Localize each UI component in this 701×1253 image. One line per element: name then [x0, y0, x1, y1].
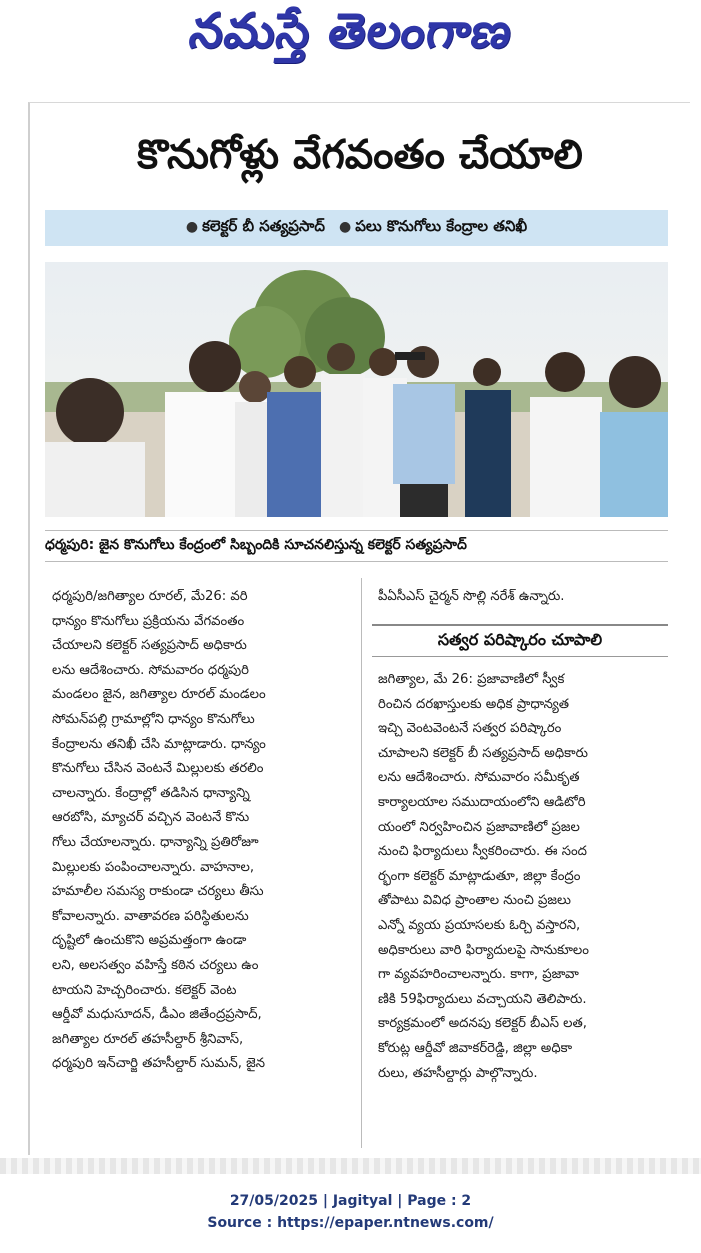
article-1-line: ఆర్డీవో మధుసూదన్, డీఎం జితేంద్రప్రసాద్,	[52, 1007, 262, 1023]
article-2-line: ఇచ్చి వెంటవెంటనే సత్వర పరిష్కారం	[378, 721, 562, 737]
article-1-line: లను ఆదేశించారు. సోమవారం ధర్మపురి	[52, 662, 249, 678]
article-1-line: ధర్మపురి ఇన్‌చార్జి తహసీల్దార్ సుమన్, జైన	[52, 1056, 265, 1072]
article-1-cont-line: పీఏసీఎస్ చైర్మన్ సొల్లి నరేశ్ ఉన్నారు.	[378, 589, 565, 604]
headline: కొనుగోళ్లు వేగవంతం చేయాలి	[137, 132, 583, 178]
article-1-line: ధర్మపురి/జగిత్యాల రూరల్, మే26: వరి	[52, 589, 248, 604]
article-2-line: ఎన్నో వ్యయ ప్రయాసలకు ఓర్చి వస్తారని,	[378, 917, 581, 933]
article-2-title: సత్వర పరిష్కారం చూపాలి	[372, 624, 668, 657]
article-2-line: అధికారులు వారి ఫిర్యాదులపై సానుకూలం	[378, 942, 589, 958]
article-2-body	[378, 668, 674, 1086]
article-1-line: కోవాలన్నారు. వాతావరణ పరిస్థితులను	[52, 908, 249, 924]
footer-date-line: 27/05/2025 | Jagityal | Page : 2	[229, 1193, 472, 1209]
scan-edge-strip	[0, 1158, 701, 1174]
photo-caption: ధర్మపురి: జైన కొనుగోలు కేంద్రంలో సిబ్బందికి సూచనలిస్తున్న కలెక్టర్ సత్యప్రసాద్	[45, 530, 668, 562]
article-2-line: గా వ్యవహరించాలన్నారు. కాగా, ప్రజావా	[378, 967, 579, 983]
subhead-2-text: పలు కొనుగోలు కేంద్రాల తనిఖీ	[355, 217, 528, 235]
footer-source-link[interactable]: Source : https://epaper.ntnews.com/	[207, 1215, 494, 1231]
article-1-line: సోమన్‌పల్లి గ్రామాల్లోని ధాన్యం కొనుగోలు	[52, 711, 255, 727]
article-2-line: తోపాటు వివిధ ప్రాంతాల నుంచి ప్రజలు	[378, 893, 571, 909]
article-1-line: గోలు చేయాలన్నారు. ధాన్యాన్ని ప్రతిరోజూ	[52, 834, 259, 850]
article-2-line: నుంచి ఫిర్యాదులు స్వీకరించారు. ఈ సంద	[378, 844, 587, 860]
photo-illustration	[45, 262, 668, 517]
article-2-line: కార్యక్రమంలో అదనపు కలెక్టర్ బీఎస్ లత,	[378, 1016, 587, 1032]
article-2-line: ణికి 59ఫిర్యాదులు వచ్చాయని తెలిపారు.	[378, 991, 587, 1007]
article-2-line: రించిన దరఖాస్తులకు అధిక ప్రాధాన్యత	[378, 696, 570, 712]
bullet-icon: ●	[338, 219, 352, 235]
article-2-line: యంలో నిర్వహించిన ప్రజావాణిలో ప్రజల	[378, 819, 580, 835]
article-1-line: టాయని హెచ్చరించారు. కలెక్టర్ వెంట	[52, 982, 237, 998]
article-2-line: కోరుట్ల ఆర్డీవో జివాకర్‌రెడ్డి, జిల్లా అధికా	[378, 1040, 573, 1056]
bullet-icon: ●	[185, 219, 199, 235]
article-1-line: దృష్టిలో ఉంచుకొని అప్రమత్తంగా ఉండా	[52, 933, 247, 949]
article-2-line: లను ఆదేశించారు. సోమవారం సమీకృత	[378, 770, 580, 786]
article-1-line: ఆరబోసి, మ్యాచర్ వచ్చిన వెంటనే కొను	[52, 810, 250, 826]
article-2-line: కార్యాలయాల సముదాయంలోని ఆడిటోరి	[378, 794, 586, 810]
news-photo	[45, 262, 668, 517]
subhead-1	[186, 217, 325, 239]
page-footer	[0, 1190, 701, 1234]
article-1-line: ధాన్యం కొనుగోలు ప్రక్రియను వేగవంతం	[52, 613, 245, 629]
article-2-line: రులు, తహసీల్దార్లు పాల్గొన్నారు.	[378, 1065, 538, 1081]
subhead-1-text: కలెక్టర్ బీ సత్యప్రసాద్	[202, 217, 325, 235]
article-2-line: జగిత్యాల, మే 26: ప్రజావాణిలో స్వీక	[378, 672, 565, 687]
article-2-line: ర్భంగా కలెక్టర్ మాట్లాడుతూ, జిల్లా కేంద్రం	[378, 868, 581, 884]
article-2-line: చూపాలని కలెక్టర్ బీ సత్యప్రసాద్ అధికారు	[378, 745, 588, 761]
article-1-line: మిల్లులకు పంపించాలన్నారు. వాహనాల,	[52, 859, 255, 875]
article-1-line: చాలన్నారు. కేంద్రాల్లో తడిసిన ధాన్యాన్ని	[52, 785, 250, 801]
article-1-body	[52, 585, 344, 1077]
article-1-line: మండలం జైన, జగిత్యాల రూరల్ మండలం	[52, 687, 266, 703]
masthead-logo	[150, 2, 550, 72]
article-1-continuation	[378, 585, 674, 610]
article-1-line: జగిత్యాల రూరల్ తహసీల్దార్ శ్రీనివాస్,	[52, 1031, 244, 1047]
article-1-line: లని, అలసత్వం వహిస్తే కఠిన చర్యలు ఉం	[52, 957, 259, 973]
masthead-title: నమస్తే తెలంగాణ	[185, 3, 517, 59]
sub-headline-bar	[45, 210, 668, 246]
article-1-line: హమాలీల సమస్య రాకుండా చర్యలు తీసు	[52, 884, 264, 900]
column-divider	[361, 578, 362, 1148]
subhead-2	[339, 217, 527, 239]
article-1-line: కేంద్రాలను తనిఖీ చేసి మాట్లాడారు. ధాన్యం	[52, 736, 266, 752]
article-1-line: కొనుగోలు చేసిన వెంటనే మిల్లులకు తరలిం	[52, 761, 264, 777]
article-1-line: చేయాలని కలెక్టర్ సత్యప్రసాద్ అధికారు	[52, 638, 247, 654]
